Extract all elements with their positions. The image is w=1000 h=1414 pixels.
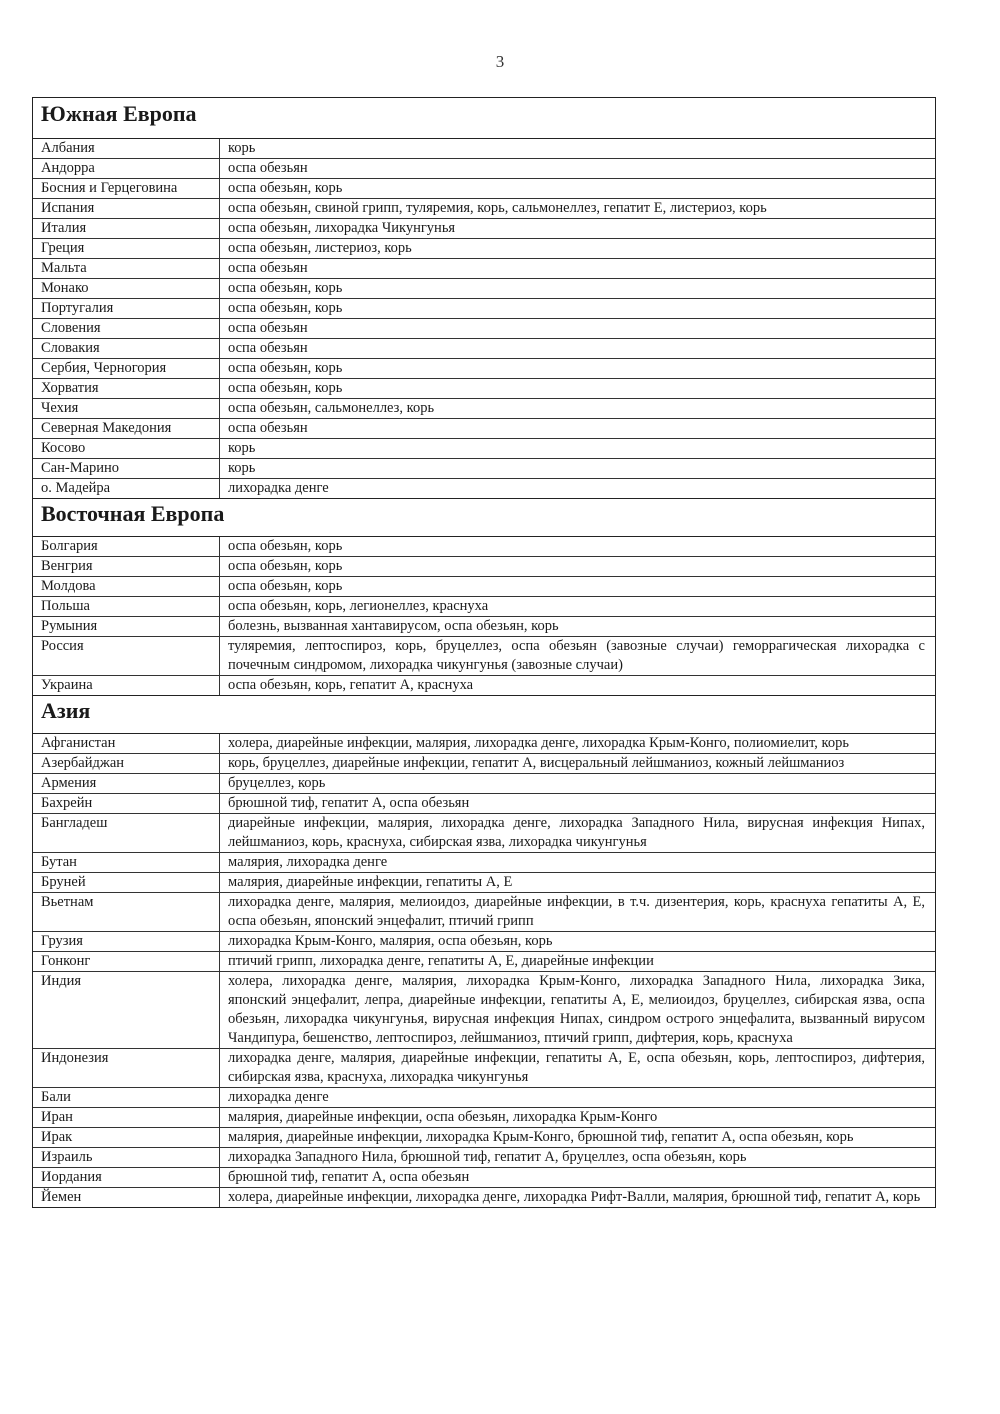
country-cell: Польша — [33, 597, 220, 616]
table-row — [33, 459, 935, 479]
diseases-cell: птичий грипп, лихорадка денге, гепатиты А, Е, диарейные инфекции — [228, 953, 654, 969]
table-row — [33, 379, 935, 399]
country-cell: Болгария — [33, 537, 220, 556]
country-cell: Йемен — [33, 1188, 220, 1207]
table-row — [33, 339, 935, 359]
table-row — [33, 952, 935, 972]
table-row — [33, 359, 935, 379]
country-cell: Италия — [33, 219, 220, 238]
country-cell: Бангладеш — [33, 814, 220, 852]
table-row — [33, 774, 935, 794]
diseases-cell: оспа обезьян — [228, 320, 308, 336]
diseases-cell: оспа обезьян — [228, 260, 308, 276]
table-row — [33, 179, 935, 199]
diseases-cell: брюшной тиф, гепатит А, оспа обезьян — [228, 795, 470, 811]
section-heading-asia: Азия — [33, 696, 935, 734]
table-row — [33, 319, 935, 339]
table-row — [33, 439, 935, 459]
country-cell: Бутан — [33, 853, 220, 872]
diseases-cell: малярия, диарейные инфекции, оспа обезьян, лихорадка Крым-Конго — [228, 1109, 658, 1125]
country-cell: Россия — [33, 637, 220, 675]
country-cell: Молдова — [33, 577, 220, 596]
country-cell: Индия — [33, 972, 220, 1048]
table-row — [33, 1108, 935, 1128]
diseases-cell: туляремия, лептоспироз, корь, бруцеллез, оспа обезьян (завозные случаи) геморрагическая лихорадка с почечным синдромом, лихорадка чикунгунья (завозные случаи) — [228, 638, 925, 673]
table-row — [33, 754, 935, 774]
table-row — [33, 219, 935, 239]
country-cell: Венгрия — [33, 557, 220, 576]
country-cell: Вьетнам — [33, 893, 220, 931]
table-row — [33, 279, 935, 299]
country-cell: Словения — [33, 319, 220, 338]
table-row — [33, 893, 935, 932]
country-cell: Индонезия — [33, 1049, 220, 1087]
diseases-cell: лихорадка денге — [228, 480, 329, 496]
page-number: 3 — [495, 52, 505, 71]
diseases-cell: лихорадка денге, малярия, диарейные инфекции, гепатиты А, Е, оспа обезьян, корь, лептоспироз, дифтерия, сибирская язва, краснуха, лихорадка чикунгунья — [228, 1050, 925, 1085]
table-row — [33, 617, 935, 637]
table-row — [33, 1148, 935, 1168]
diseases-cell: корь — [228, 440, 256, 456]
diseases-cell: диарейные инфекции, малярия, лихорадка денге, лихорадка Западного Нила, вирусная инфекция Нипах, лейшманиоз, корь, краснуха, сибирская язва, лихорадка чикунгунья — [228, 815, 925, 850]
country-cell: Испания — [33, 199, 220, 218]
section-heading-eastern-europe: Восточная Европа — [33, 499, 935, 537]
table-row — [33, 479, 935, 499]
country-cell: Португалия — [33, 299, 220, 318]
country-cell: Украина — [33, 676, 220, 695]
diseases-cell: оспа обезьян — [228, 340, 308, 356]
diseases-cell: холера, диарейные инфекции, лихорадка денге, лихорадка Рифт-Валли, малярия, брюшной тиф, гепатит А, корь — [228, 1189, 921, 1205]
diseases-cell: оспа обезьян, свиной грипп, туляремия, корь, сальмонеллез, гепатит Е, листериоз, корь — [228, 200, 767, 216]
table-row — [33, 972, 935, 1049]
diseases-cell: оспа обезьян, корь — [228, 578, 343, 594]
country-cell: Бахрейн — [33, 794, 220, 813]
country-cell: Северная Македония — [33, 419, 220, 438]
country-cell: Гонконг — [33, 952, 220, 971]
table-row — [33, 676, 935, 696]
table-row — [33, 853, 935, 873]
diseases-cell: оспа обезьян, корь — [228, 558, 343, 574]
diseases-cell: оспа обезьян, корь — [228, 538, 343, 554]
table-row — [33, 1128, 935, 1148]
country-cell: Греция — [33, 239, 220, 258]
country-cell: Сан-Марино — [33, 459, 220, 478]
country-cell: Израиль — [33, 1148, 220, 1167]
disease-table — [32, 97, 936, 1208]
diseases-cell: брюшной тиф, гепатит А, оспа обезьян — [228, 1169, 470, 1185]
country-cell: Албания — [33, 139, 220, 158]
diseases-cell: оспа обезьян, листериоз, корь — [228, 240, 412, 256]
table-row — [33, 557, 935, 577]
country-cell: Хорватия — [33, 379, 220, 398]
country-cell: Мальта — [33, 259, 220, 278]
diseases-cell: лихорадка Западного Нила, брюшной тиф, гепатит А, бруцеллез, оспа обезьян, корь — [228, 1149, 747, 1165]
diseases-cell: болезнь, вызванная хантавирусом, оспа обезьян, корь — [228, 618, 559, 634]
country-cell: Монако — [33, 279, 220, 298]
table-row — [33, 1168, 935, 1188]
table-row — [33, 159, 935, 179]
country-cell: Иордания — [33, 1168, 220, 1187]
diseases-cell: холера, лихорадка денге, малярия, лихорадка Крым-Конго, лихорадка Западного Нила, лихорадка Зика, японский энцефалит, лепра, диарейные инфекции, гепатиты А, Е, мелиоидоз, бруцеллез, сибирская язва, оспа обезьян, лихорадка чикунгунья, вирусная инфекция Нипах, синдром острого энцефалита, вызванный вирусом Чандипура, бешенство, лептоспироз, лейшманиоз, птичий грипп, дифтерия, корь, краснуха — [228, 973, 925, 1046]
table-row — [33, 537, 935, 557]
table-row — [33, 734, 935, 754]
table-row — [33, 873, 935, 893]
table-row — [33, 419, 935, 439]
country-cell: Иран — [33, 1108, 220, 1127]
table-row — [33, 399, 935, 419]
diseases-cell: лихорадка денге, малярия, мелиоидоз, диарейные инфекции, в т.ч. дизентерия, корь, краснуха гепатиты А, Е, оспа обезьян, японский энцефалит, птичий грипп — [228, 894, 925, 929]
country-cell: Ирак — [33, 1128, 220, 1147]
country-cell: Азербайджан — [33, 754, 220, 773]
table-row — [33, 239, 935, 259]
diseases-cell: оспа обезьян — [228, 420, 308, 436]
diseases-cell: малярия, диарейные инфекции, гепатиты А, Е — [228, 874, 513, 890]
table-row — [33, 259, 935, 279]
country-cell: о. Мадейра — [33, 479, 220, 498]
diseases-cell: холера, диарейные инфекции, малярия, лихорадка денге, лихорадка Крым-Конго, полиомиелит, корь — [228, 735, 849, 751]
country-cell: Сербия, Черногория — [33, 359, 220, 378]
table-row — [33, 139, 935, 159]
diseases-cell: оспа обезьян, лихорадка Чикунгунья — [228, 220, 456, 236]
diseases-cell: корь, бруцеллез, диарейные инфекции, гепатит А, висцеральный лейшманиоз, кожный лейшманиоз — [228, 755, 845, 771]
diseases-cell: оспа обезьян, корь — [228, 180, 343, 196]
table-row — [33, 794, 935, 814]
table-row — [33, 1049, 935, 1088]
diseases-cell: бруцеллез, корь — [228, 775, 326, 791]
table-row — [33, 597, 935, 617]
table-row — [33, 637, 935, 676]
diseases-cell: оспа обезьян, корь, гепатит А, краснуха — [228, 677, 474, 693]
diseases-cell: лихорадка Крым-Конго, малярия, оспа обезьян, корь — [228, 933, 553, 949]
country-cell: Бали — [33, 1088, 220, 1107]
country-cell: Афганистан — [33, 734, 220, 753]
diseases-cell: корь — [228, 460, 256, 476]
diseases-cell: оспа обезьян, корь — [228, 380, 343, 396]
diseases-cell: оспа обезьян, корь, легионеллез, краснуха — [228, 598, 489, 614]
table-row — [33, 1088, 935, 1108]
diseases-cell: оспа обезьян, корь — [228, 360, 343, 376]
diseases-cell: оспа обезьян, сальмонеллез, корь — [228, 400, 435, 416]
country-cell: Грузия — [33, 932, 220, 951]
diseases-cell: малярия, диарейные инфекции, лихорадка Крым-Конго, брюшной тиф, гепатит А, оспа обезьян, корь — [228, 1129, 854, 1145]
country-cell: Румыния — [33, 617, 220, 636]
country-cell: Бруней — [33, 873, 220, 892]
diseases-cell: лихорадка денге — [228, 1089, 329, 1105]
diseases-cell: малярия, лихорадка денге — [228, 854, 388, 870]
country-cell: Босния и Герцеговина — [33, 179, 220, 198]
diseases-cell: корь — [228, 140, 256, 156]
table-row — [33, 1188, 935, 1207]
table-row — [33, 932, 935, 952]
diseases-cell: оспа обезьян, корь — [228, 280, 343, 296]
country-cell: Косово — [33, 439, 220, 458]
section-heading-southern-europe: Южная Европа — [33, 98, 935, 139]
table-row — [33, 577, 935, 597]
table-row — [33, 814, 935, 853]
country-cell: Чехия — [33, 399, 220, 418]
diseases-cell: оспа обезьян — [228, 160, 308, 176]
table-row — [33, 299, 935, 319]
country-cell: Армения — [33, 774, 220, 793]
country-cell: Андорра — [33, 159, 220, 178]
table-row — [33, 199, 935, 219]
diseases-cell: оспа обезьян, корь — [228, 300, 343, 316]
country-cell: Словакия — [33, 339, 220, 358]
